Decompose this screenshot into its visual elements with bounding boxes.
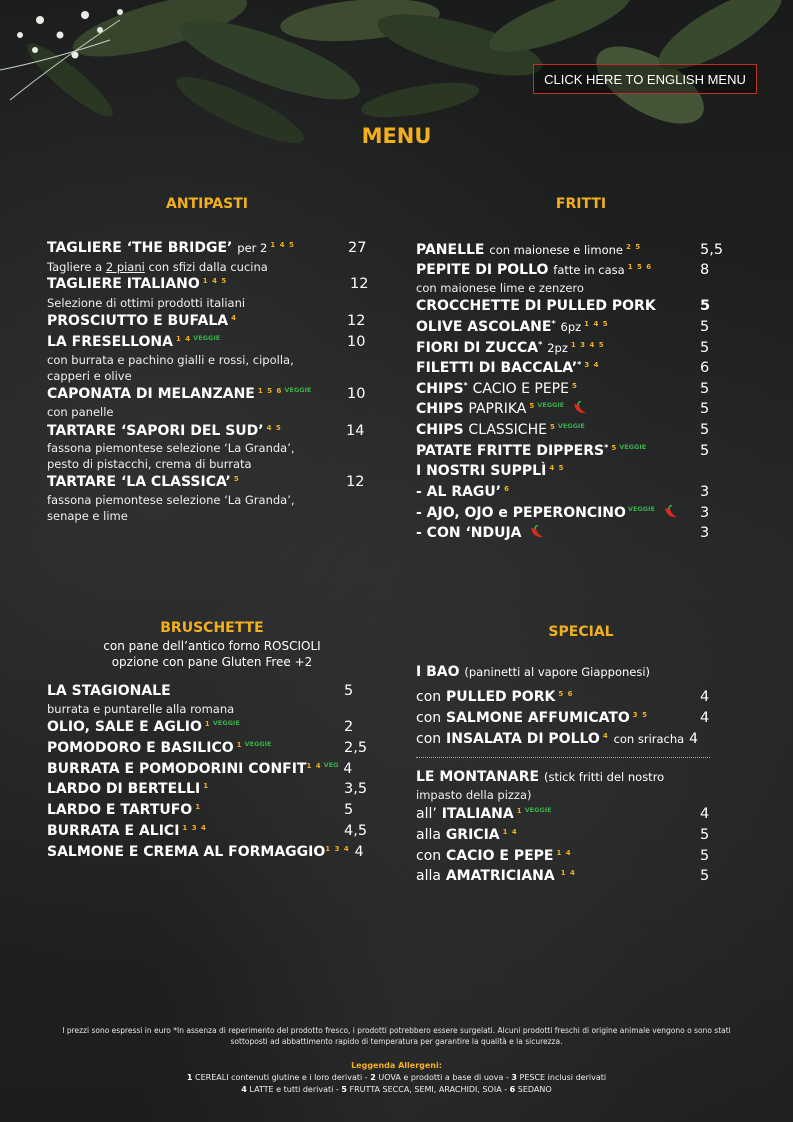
bao-title: I BAO (paninetti al vapore Giapponesi) bbox=[416, 664, 651, 680]
menu-item: OLIO, SALE E AGLIO $^1$ $^{VEGGIE}$ bbox=[47, 719, 240, 735]
item-price: 2,5 bbox=[344, 740, 368, 756]
menu-item: con PULLED PORK $^{5 6}$ bbox=[416, 689, 574, 705]
item-price: 14 bbox=[346, 423, 365, 439]
item-price: 5 bbox=[700, 827, 710, 843]
menu-item: all’ ITALIANA $^1$ $^{VEGGIE}$ bbox=[416, 806, 552, 822]
menu-item: OLIVE ASCOLANE* 6pz $^{1 4 5}$ bbox=[416, 319, 609, 335]
item-price: 6 bbox=[700, 360, 710, 376]
menu-item: BURRATA E ALICI $^{1 3 4}$ bbox=[47, 823, 207, 839]
item-price: 3 bbox=[700, 505, 710, 521]
allergen-legend-line-2: 4 LATTE e tutti derivati - 5 FRUTTA SECCA, SEMI, ARACHIDI, SOIA - 6 SEDANO bbox=[241, 1085, 552, 1094]
menu-item: CHIPS PAPRIKA $^5$ $^{VEGGIE}$ bbox=[416, 401, 588, 417]
menu-item: BURRATA E POMODORINI $CONFIT^{1 4}$ $^{VEG}$ 4 bbox=[47, 761, 353, 777]
section-divider bbox=[416, 757, 710, 758]
item-price: 8 bbox=[700, 262, 710, 278]
item-description: Selezione di ottimi prodotti italiani bbox=[47, 296, 246, 310]
item-price: 3 bbox=[700, 484, 710, 500]
item-description: con burrata e pachino gialli e rossi, cipolla, capperi e olive bbox=[47, 353, 294, 383]
item-price: 12 bbox=[346, 474, 365, 490]
antipasti-heading: ANTIPASTI bbox=[166, 196, 248, 212]
menu-item: LA STAGIONALE bbox=[47, 683, 171, 699]
item-description: fassona piemontese selezione ‘La Granda’, pesto di pistacchi, crema di burrata bbox=[47, 441, 295, 471]
menu-item: LA FRESELLONA $^{1 4}$ $^{VEGGIE}$ bbox=[47, 334, 221, 350]
menu-item: - AJO, OJO e PEPERONCINO $^{VEGGIE}$ bbox=[416, 505, 679, 521]
item-price: 5 bbox=[700, 443, 710, 459]
item-price: 5 bbox=[700, 868, 710, 884]
menu-item: PANELLE con maionese e limone $^{2 5}$ bbox=[416, 242, 642, 258]
english-menu-button[interactable]: CLICK HERE TO ENGLISH MENU bbox=[533, 64, 757, 94]
menu-item: I NOSTRI SUPPLÌ $^{4 5}$ bbox=[416, 463, 565, 479]
menu-item: TARTARE ‘LA CLASSICA’ $^5$ bbox=[47, 474, 240, 490]
menu-item: PROSCIUTTO E BUFALA $^4$ bbox=[47, 313, 237, 329]
item-description: burrata e puntarelle alla romana bbox=[47, 702, 235, 716]
item-price: 4 bbox=[354, 844, 364, 860]
bruschette-heading: BRUSCHETTE bbox=[160, 620, 264, 636]
chili-pepper-icon bbox=[529, 525, 545, 539]
menu-item: PATATE FRITTE DIPPERS* $^5$ $^{VEGGIE}$ bbox=[416, 443, 647, 459]
item-price: 10 bbox=[347, 334, 366, 350]
menu-item: TAGLIERE ITALIANO $^{1 4 5}$ bbox=[47, 276, 228, 292]
menu-item: - CON ‘NDUJA bbox=[416, 525, 545, 541]
item-price: 12 bbox=[350, 276, 369, 292]
fritti-heading: FRITTI bbox=[555, 196, 607, 212]
item-price: 4 bbox=[343, 761, 353, 777]
menu-item: CHIPS* CACIO E PEPE $^5$ bbox=[416, 381, 578, 397]
item-price: 5 bbox=[700, 848, 710, 864]
bruschette-gluten-free: opzione con pane Gluten Free +2 bbox=[111, 655, 313, 669]
allergen-legend-title: Leggenda Allergeni: bbox=[351, 1061, 442, 1070]
item-price: 2 bbox=[344, 719, 354, 735]
item-price: 12 bbox=[347, 313, 366, 329]
menu-item: SALMONE E CREMA AL $FORMAGGIO^{1 3 4}$ 4 bbox=[47, 844, 364, 860]
item-price: 3,5 bbox=[344, 781, 368, 797]
item-price: 5 bbox=[700, 298, 711, 314]
menu-item: CAPONATA DI MELANZANE $^{1 5 6}$ $^{VEGGIE}$ bbox=[47, 386, 312, 402]
menu-item: PEPITE DI POLLO fatte in casa $^{1 5 6}$ bbox=[416, 262, 653, 278]
menu-item: con CACIO E PEPE $^{1 4}$ bbox=[416, 848, 572, 864]
item-price: 10 bbox=[347, 386, 366, 402]
item-price: 4 bbox=[700, 806, 710, 822]
menu-item: FILETTI DI BACCALA’* $^{3 4}$ bbox=[416, 360, 600, 376]
item-price: 5 bbox=[344, 683, 354, 699]
menu-item: alla AMATRICIANA $^{1 4}$ bbox=[416, 868, 576, 884]
item-price: 4 bbox=[700, 710, 710, 726]
menu-item: CROCCHETTE DI PULLED PORK bbox=[416, 298, 656, 314]
chili-pepper-icon bbox=[663, 505, 679, 519]
bruschette-subtitle: con pane dell’antico forno ROSCIOLI bbox=[103, 639, 321, 653]
item-description: fassona piemontese selezione ‘La Granda’, senape e lime bbox=[47, 493, 295, 523]
item-price: 4 bbox=[700, 689, 710, 705]
item-description: Tagliere a 2 piani con sfizi dalla cucina bbox=[47, 260, 268, 274]
menu-item: CHIPS CLASSICHE $^5$ $^{VEGGIE}$ bbox=[416, 422, 585, 438]
menu-item: POMODORO E BASILICO $^1$ $^{VEGGIE}$ bbox=[47, 740, 272, 756]
page-title: MENU bbox=[361, 124, 432, 148]
item-price: 4 bbox=[689, 731, 699, 747]
item-price: 4,5 bbox=[344, 823, 368, 839]
item-price: 5 bbox=[700, 319, 710, 335]
menu-item: TAGLIERE ‘THE BRIDGE’ per 2 $^{1 4 5}$ bbox=[47, 240, 295, 256]
item-price: 5,5 bbox=[700, 242, 724, 258]
footer-note: I prezzi sono espressi in euro *In assenza di reperimento del prodotto fresco, i prodotti potrebbero essere surgelati. Alcuni prodotti freschi di origine animale vengono o sono stati sottoposti ad abbattimento rapido di temperatura per garantire la qualità e la sicurezza. bbox=[62, 1026, 731, 1046]
menu-item: con SALMONE AFFUMICATO $^{3 5}$ bbox=[416, 710, 648, 726]
menu-item: LARDO DI BERTELLI $^1$ bbox=[47, 781, 210, 797]
special-heading: SPECIAL bbox=[548, 624, 614, 640]
item-price: 5 bbox=[700, 401, 710, 417]
menu-item: - AL RAGU’ $^6$ bbox=[416, 484, 510, 500]
item-price: 5 bbox=[700, 422, 710, 438]
menu-item: FIORI DI ZUCCA* 2pz $^{1 3 4 5}$ bbox=[416, 340, 605, 356]
item-price: 27 bbox=[348, 240, 367, 256]
menu-item: alla GRICIA $^{1 4}$ bbox=[416, 827, 518, 843]
item-description: con maionese lime e zenzero bbox=[416, 281, 584, 295]
montanare-note: impasto della pizza) bbox=[416, 788, 532, 802]
menu-item: con INSALATA DI POLLO $^4$ con sriracha 4 bbox=[416, 731, 699, 747]
menu-item: TARTARE ‘SAPORI DEL SUD’ $^{4 5}$ bbox=[47, 423, 282, 439]
item-description: con panelle bbox=[47, 405, 114, 419]
item-price: 5 bbox=[700, 381, 710, 397]
item-price: 3 bbox=[700, 525, 710, 541]
chili-pepper-icon bbox=[572, 401, 588, 415]
allergen-legend-line-1: 1 CEREALI contenuti glutine e i loro derivati - 2 UOVA e prodotti a base di uova - 3 PESCE inclusi derivati bbox=[186, 1073, 607, 1082]
montanare-title: LE MONTANARE (stick fritti del nostro bbox=[416, 769, 665, 785]
item-price: 5 bbox=[344, 802, 354, 818]
item-price: 5 bbox=[700, 340, 710, 356]
menu-item: LARDO E TARTUFO $^1$ bbox=[47, 802, 202, 818]
